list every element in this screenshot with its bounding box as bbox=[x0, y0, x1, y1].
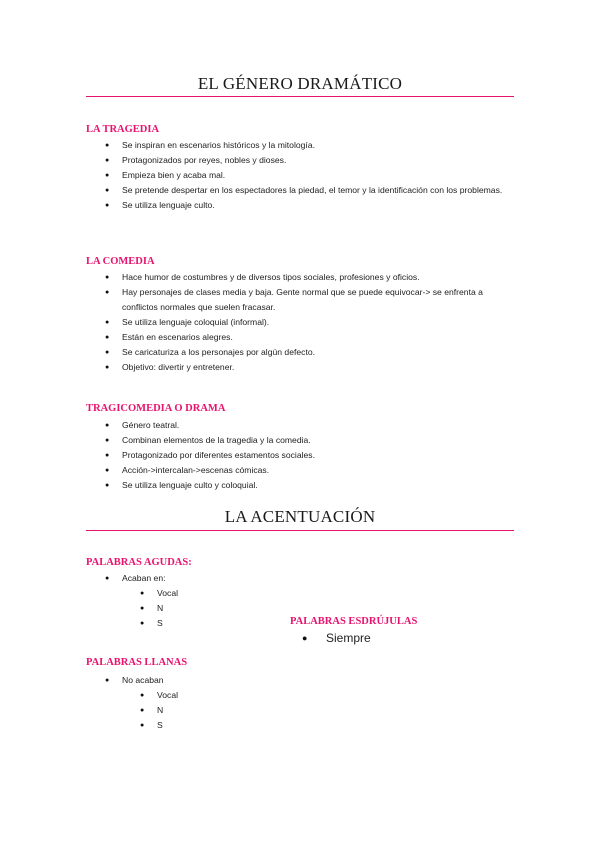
list-item: ● Vocal bbox=[157, 586, 357, 601]
bullet-icon: ● bbox=[105, 172, 110, 179]
llanas-sublist bbox=[140, 688, 357, 733]
bullet-icon: ● bbox=[302, 633, 308, 643]
bullet-icon: ● bbox=[140, 692, 145, 699]
bullet-icon: ● bbox=[105, 274, 110, 281]
list-item: ● Empieza bien y acaba mal. bbox=[122, 168, 512, 183]
section-heading-tragicomedia: TRAGICOMEDIA O DRAMA bbox=[86, 403, 226, 414]
bullet-icon: ● bbox=[105, 319, 110, 326]
list-item: ● Combinan elementos de la tragedia y la comedia. bbox=[122, 433, 512, 448]
list-item: ● N bbox=[157, 703, 357, 718]
list-item: ● Protagonizados por reyes, nobles y dioses. bbox=[122, 153, 512, 168]
section-heading-tragedia: LA TRAGEDIA bbox=[86, 124, 160, 135]
bullet-icon: ● bbox=[140, 590, 145, 597]
list-item: ● Se caricaturiza a los personajes por algún defecto. bbox=[122, 345, 512, 360]
tragedia-list bbox=[105, 138, 512, 213]
llanas-list bbox=[105, 673, 512, 688]
list-item: ● Acaban en: bbox=[122, 571, 512, 586]
bullet-icon: ● bbox=[105, 437, 110, 444]
comedia-list bbox=[105, 270, 512, 375]
section-heading-agudas: PALABRAS AGUDAS: bbox=[86, 557, 192, 568]
bullet-icon: ● bbox=[105, 677, 110, 684]
bullet-icon: ● bbox=[140, 605, 145, 612]
bullet-icon: ● bbox=[105, 142, 110, 149]
bullet-icon: ● bbox=[105, 467, 110, 474]
section-heading-comedia: LA COMEDIA bbox=[86, 256, 155, 267]
list-item: ● Se pretende despertar en los espectadores la piedad, el temor y la identificación con los problemas. bbox=[122, 183, 512, 198]
section-heading-esdrujulas: PALABRAS ESDRÚJULAS bbox=[290, 616, 418, 627]
list-item: ● Hace humor de costumbres y de diversos tipos sociales, profesiones y oficios. bbox=[122, 270, 512, 285]
bullet-icon: ● bbox=[105, 157, 110, 164]
bullet-icon: ● bbox=[105, 349, 110, 356]
list-item: ● N bbox=[157, 601, 357, 616]
list-item: ● Se utiliza lenguaje culto. bbox=[122, 198, 512, 213]
bullet-icon: ● bbox=[105, 334, 110, 341]
list-item: ● S bbox=[157, 718, 357, 733]
section-heading-llanas: PALABRAS LLANAS bbox=[86, 657, 188, 668]
section-title-acentuacion: LA ACENTUACIÓN bbox=[224, 507, 376, 526]
title-divider bbox=[86, 530, 514, 531]
list-item: ● Se utiliza lenguaje culto y coloquial. bbox=[122, 478, 512, 493]
list-item: ● Objetivo: divertir y entretener. bbox=[122, 360, 512, 375]
list-item: ● Acción->intercalan->escenas cómicas. bbox=[122, 463, 512, 478]
bullet-icon: ● bbox=[140, 722, 145, 729]
agudas-list bbox=[105, 571, 512, 586]
list-item: ● Hay personajes de clases media y baja. Gente normal que se puede equivocar-> se enfrenta a conflictos normales que suelen fracasar. bbox=[105, 287, 483, 312]
tragicomedia-list bbox=[105, 418, 512, 493]
page-title: EL GÉNERO DRAMÁTICO bbox=[197, 74, 403, 93]
bullet-icon: ● bbox=[105, 364, 110, 371]
list-item: ● Protagonizado por diferentes estamentos sociales. bbox=[122, 448, 512, 463]
list-item: ● Género teatral. bbox=[122, 418, 512, 433]
list-item: ● Se inspiran en escenarios históricos y la mitología. bbox=[122, 138, 512, 153]
bullet-icon: ● bbox=[140, 707, 145, 714]
list-item: ● Están en escenarios alegres. bbox=[122, 330, 512, 345]
bullet-icon: ● bbox=[105, 187, 110, 194]
bullet-icon: ● bbox=[140, 620, 145, 627]
list-item: ● No acaban bbox=[122, 673, 512, 688]
bullet-icon: ● bbox=[105, 289, 110, 296]
bullet-icon: ● bbox=[105, 422, 110, 429]
bullet-icon: ● bbox=[105, 452, 110, 459]
esdrujulas-item: Siempre bbox=[326, 631, 371, 645]
bullet-icon: ● bbox=[105, 575, 110, 582]
bullet-icon: ● bbox=[105, 482, 110, 489]
list-item: ● Vocal bbox=[157, 688, 357, 703]
title-divider bbox=[86, 96, 514, 97]
list-item: ● S bbox=[157, 616, 357, 631]
list-item: ● Se utiliza lenguaje coloquial (informal). bbox=[122, 315, 512, 330]
bullet-icon: ● bbox=[105, 202, 110, 209]
